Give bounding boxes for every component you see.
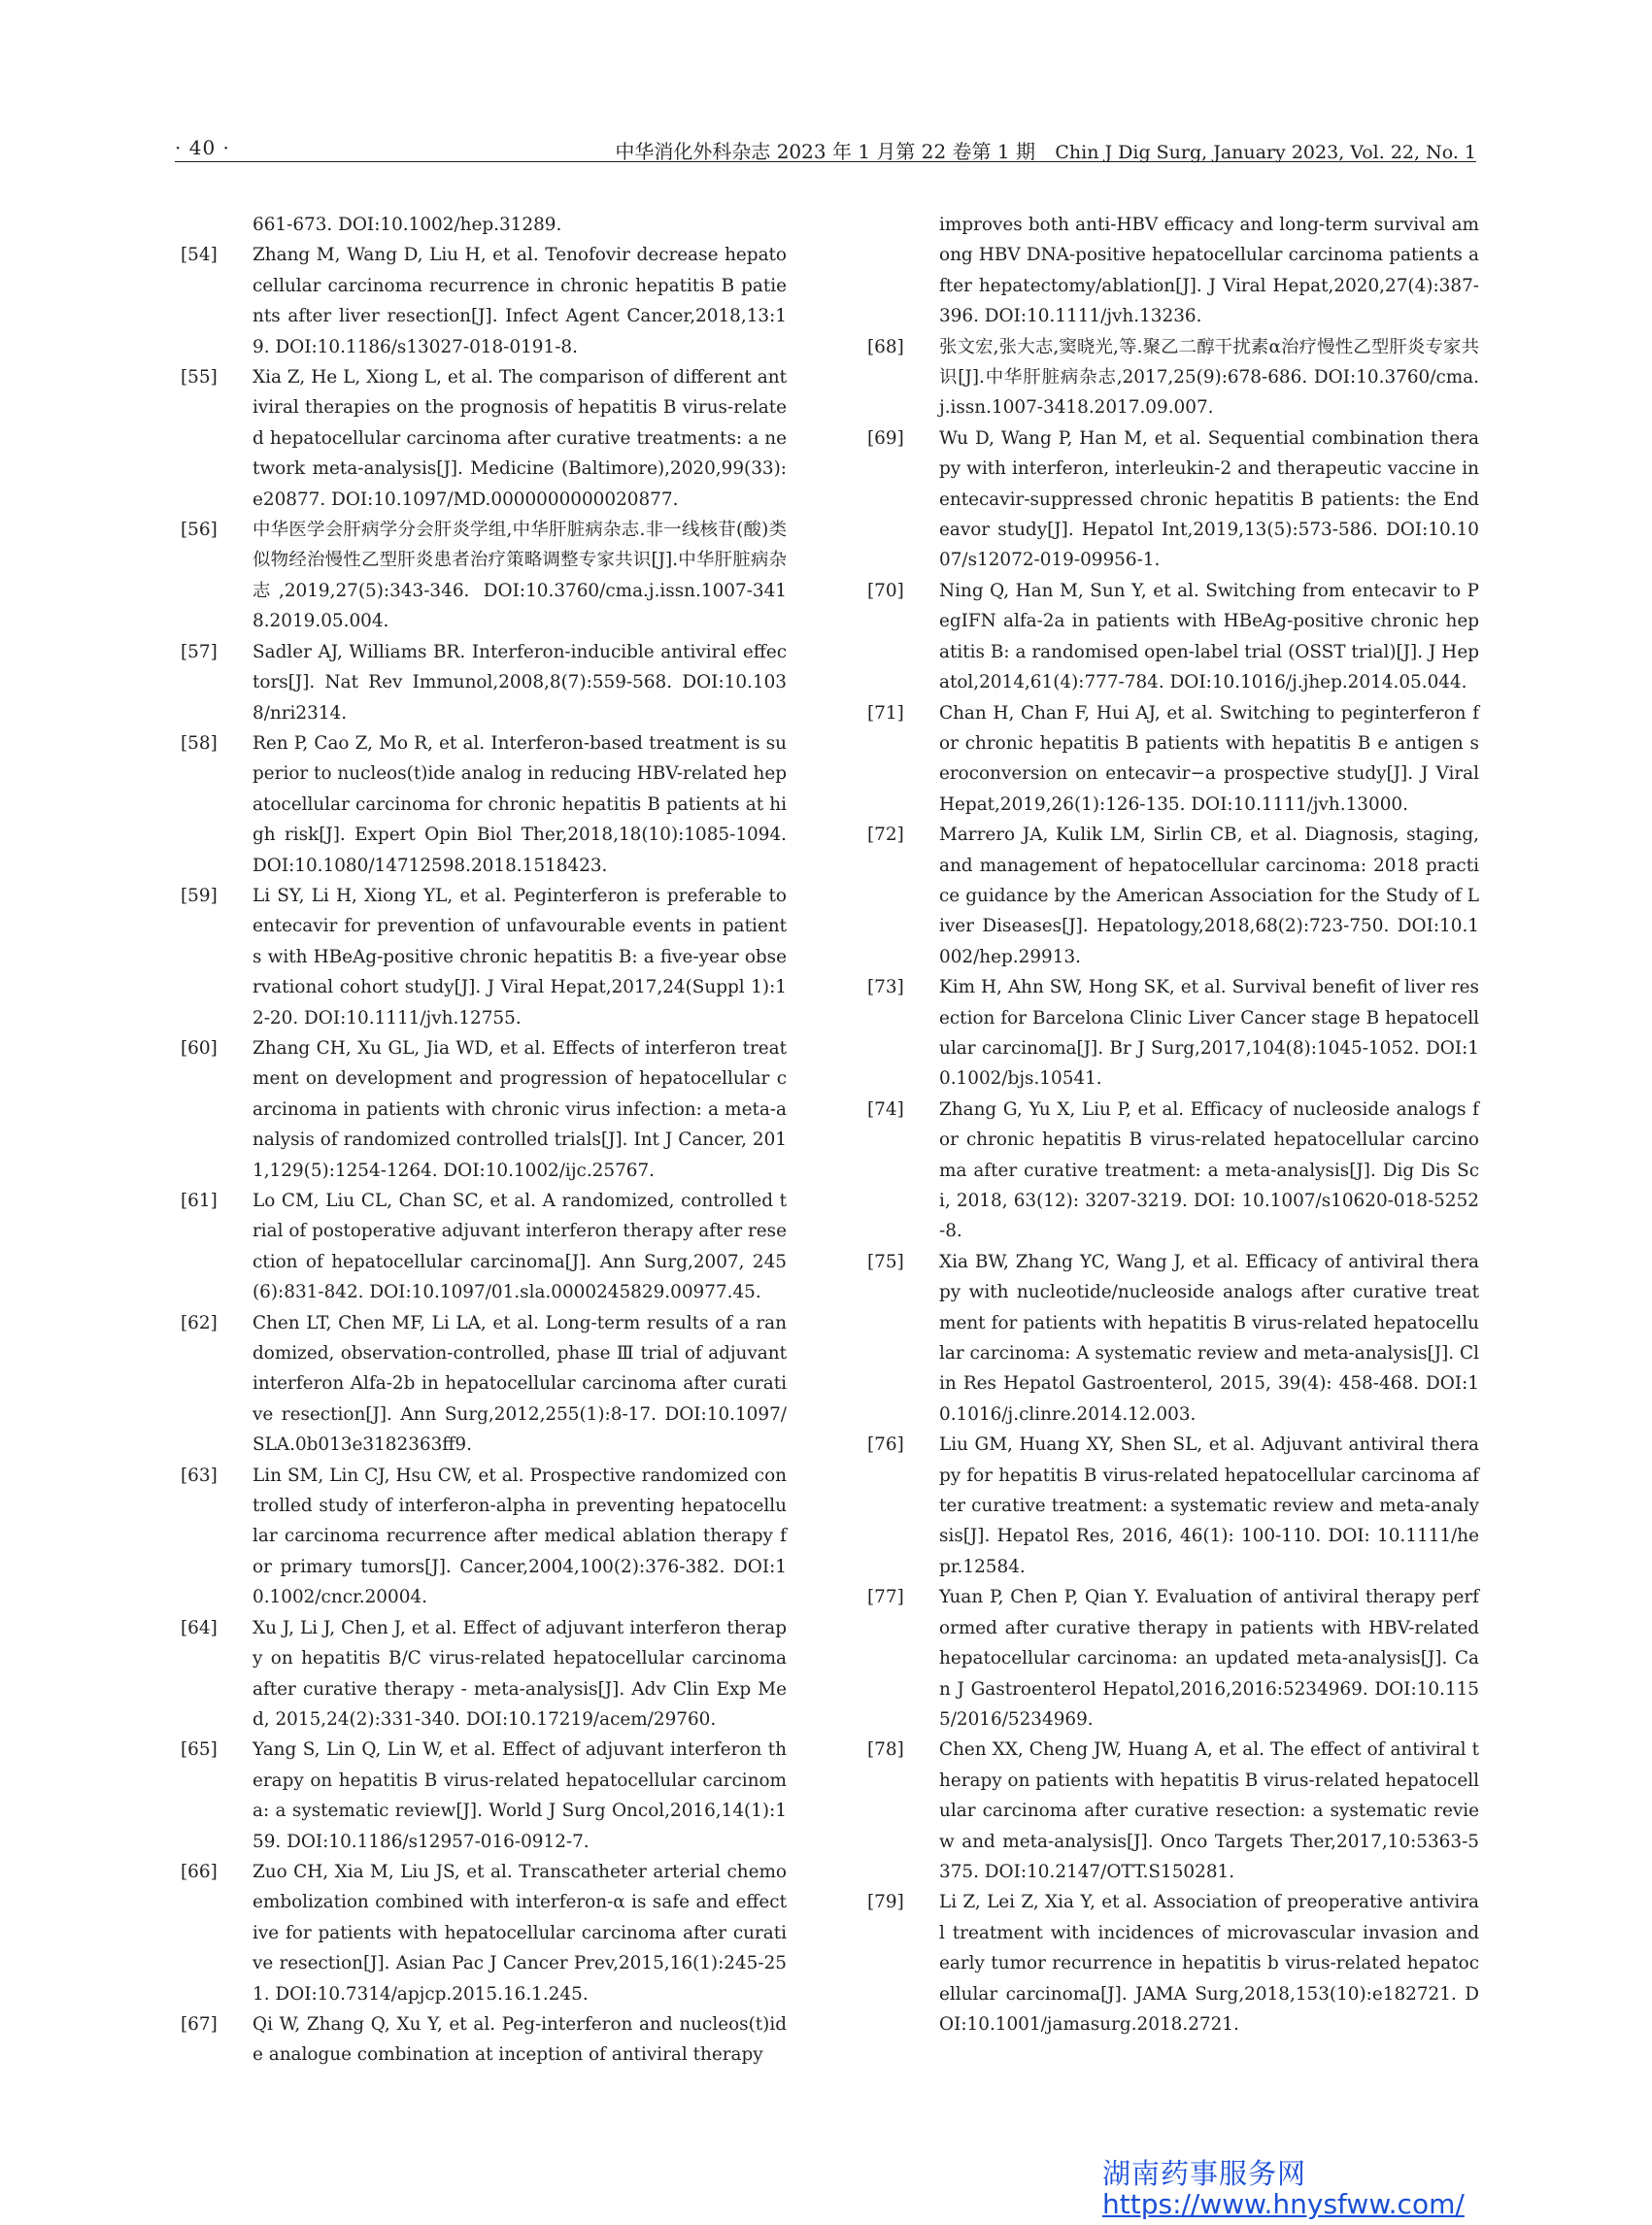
- reference-text: 661-673. DOI:10.1002/hep.31289.: [253, 215, 562, 235]
- reference-entry: [181, 1461, 787, 1613]
- reference-text: Marrero JA, Kulik LM, Sirlin CB, et al. Diagnosis, staging, and management of hepatocellular carcinoma: 2018 practice guidance by the American Association for the Study of Liver Diseases[J]. Hepatology,2018,68(2):723-750. DOI:10.1002/hep.29913.: [939, 825, 1479, 967]
- reference-text: Xia BW, Zhang YC, Wang J, et al. Efficacy of antiviral therapy with nucleotide/nucleoside analogs after curative treatment for patients with hepatitis B virus-related hepatocellular carcinoma: A systematic review and meta-analysis[J]. Clin Res Hepatol Gastroenterol, 2015, 39(4): 458-468. DOI:10.1016/j.clinre.2014.12.003.: [939, 1251, 1479, 1425]
- reference-number: [75]: [867, 1251, 904, 1272]
- journal-title-en: Chin J Dig Surg, January 2023, Vol. 22, No. 1: [1055, 142, 1476, 163]
- journal-title-cn: 中华消化外科杂志 2023 年 1 月第 22 卷第 1 期: [615, 140, 1035, 163]
- reference-number: [56]: [181, 520, 218, 541]
- reference-text: Kim H, Ahn SW, Hong SK, et al. Survival benefit of liver resection for Barcelona Clinic Liver Cancer stage B hepatocellular carcinoma[J]. Br J Surg,2017,104(8):1045-1052. DOI:10.1002/bjs.10541.: [939, 977, 1479, 1090]
- reference-text: Ning Q, Han M, Sun Y, et al. Switching from entecavir to PegIFN alfa-2a in patients with HBeAg-positive chronic hepatitis B: a randomised open-label trial (OSST trial)[J]. J Hepatol,2014,61(4):777-784. DOI:10.1016/j.jhep.2014.05.044.: [939, 580, 1479, 693]
- watermark: [1102, 2158, 1465, 2220]
- reference-text: Wu D, Wang P, Han M, et al. Sequential combination therapy with interferon, interleukin-2 and therapeutic vaccine in entecavir-suppressed chronic hepatitis B patients: the Endeavor study[J]. Hepatol Int,2019,13(5):573-586. DOI:10.1007/s12072-019-09956-1.: [939, 427, 1479, 571]
- reference-number: [55]: [181, 367, 218, 388]
- reference-number: [70]: [867, 580, 904, 601]
- references-right-column: [867, 210, 1479, 2040]
- reference-number: [73]: [867, 977, 904, 998]
- reference-text: Xu J, Li J, Chen J, et al. Effect of adjuvant interferon therapy on hepatitis B/C virus-related hepatocellular carcinoma after curative therapy - meta-analysis[J]. Adv Clin Exp Med, 2015,24(2):331-340. DOI:10.17219/acem/29760.: [253, 1617, 787, 1730]
- reference-number: [78]: [867, 1739, 904, 1761]
- reference-number: [68]: [867, 336, 904, 357]
- reference-entry: [867, 1887, 1479, 2040]
- page-number: · 40 ·: [175, 136, 230, 159]
- reference-text: Liu GM, Huang XY, Shen SL, et al. Adjuvant antiviral therapy for hepatitis B virus-related hepatocellular carcinoma after curative treatment: a systematic review and meta-analysis[J]. Hepatol Res, 2016, 46(1): 100-110. DOI: 10.1111/hepr.12584.: [939, 1434, 1479, 1577]
- reference-text: improves both anti-HBV efficacy and long-term survival among HBV DNA-positive hepatocellular carcinoma patients after hepatectomy/ablation[J]. J Viral Hepat,2020,27(4):387-396. DOI:10.1111/jvh.13236.: [939, 215, 1479, 327]
- reference-number: [57]: [181, 641, 218, 662]
- reference-entry: [181, 1186, 787, 1308]
- reference-text: Lo CM, Liu CL, Chan SC, et al. A randomized, controlled trial of postoperative adjuvant interferon therapy after resection of hepatocellular carcinoma[J]. Ann Surg,2007, 245(6):831-842. DOI:10.1097/01.sla.0000245829.00977.45.: [253, 1191, 787, 1303]
- reference-text: Zuo CH, Xia M, Liu JS, et al. Transcatheter arterial chemoembolization combined with interferon-α is safe and effective for patients with hepatocellular carcinoma after curative resection[J]. Asian Pac J Cancer Prev,2015,16(1):245-251. DOI:10.7314/apjcp.2015.16.1.245.: [253, 1861, 787, 2005]
- reference-text: Zhang M, Wang D, Liu H, et al. Tenofovir decrease hepatocellular carcinoma recurrence in chronic hepatitis B patients after liver resection[J]. Infect Agent Cancer,2018,13:19. DOI:10.1186/s13027-018-0191-8.: [253, 245, 787, 357]
- reference-entry: [867, 820, 1479, 972]
- reference-number: [69]: [867, 427, 904, 449]
- watermark-url[interactable]: https://www.hnysfww.com/: [1102, 2188, 1465, 2220]
- reference-entry: [867, 1582, 1479, 1735]
- reference-text: 中华医学会肝病学分会肝炎学组,中华肝脏病杂志.非一线核苷(酸)类似物经治慢性乙型肝炎患者治疗策略调整专家共识[J].中华肝脏病杂志,2019,27(5):343-346. DOI:10.3760/cma.j.issn.1007-3418.2019.05.004.: [253, 520, 787, 632]
- reference-entry: [181, 1613, 787, 1736]
- reference-entry: [867, 576, 1479, 698]
- watermark-title: 湖南药事服务网: [1102, 2157, 1307, 2190]
- reference-text: Sadler AJ, Williams BR. Interferon-inducible antiviral effectors[J]. Nat Rev Immunol,2008,8(7):559-568. DOI:10.1038/nri2314.: [253, 641, 787, 724]
- reference-text: Chen XX, Cheng JW, Huang A, et al. The effect of antiviral therapy on patients with hepatitis B virus-related hepatocellular carcinoma after curative resection: a systematic review and meta-analysis[J]. Onco Targets Ther,2017,10:5363-5375. DOI:10.2147/OTT.S150281.: [939, 1739, 1479, 1882]
- reference-text: Chen LT, Chen MF, Li LA, et al. Long-term results of a randomized, observation-controlled, phase Ⅲ trial of adjuvant interferon Alfa-2b in hepatocellular carcinoma after curative resection[J]. Ann Surg,2012,255(1):8-17. DOI:10.1097/SLA.0b013e3182363ff9.: [253, 1312, 787, 1456]
- reference-number: [61]: [181, 1191, 218, 1211]
- reference-number: [65]: [181, 1739, 218, 1761]
- reference-number: [67]: [181, 2013, 218, 2035]
- reference-continuation: [181, 210, 787, 240]
- reference-entry: [867, 332, 1479, 423]
- reference-text: Chan H, Chan F, Hui AJ, et al. Switching to peginterferon for chronic hepatitis B patients with hepatitis B e antigen seroconversion on entecavir−a prospective study[J]. J Viral Hepat,2019,26(1):126-135. DOI:10.1111/jvh.13000.: [939, 702, 1479, 815]
- reference-number: [54]: [181, 245, 218, 266]
- reference-number: [60]: [181, 1037, 218, 1059]
- reference-entry: [181, 1033, 787, 1186]
- reference-number: [77]: [867, 1587, 904, 1608]
- reference-text: Lin SM, Lin CJ, Hsu CW, et al. Prospective randomized controlled study of interferon-alpha in preventing hepatocellular carcinoma recurrence after medical ablation therapy for primary tumors[J]. Cancer,2004,100(2):376-382. DOI:10.1002/cncr.20004.: [253, 1465, 787, 1608]
- reference-text: Zhang CH, Xu GL, Jia WD, et al. Effects of interferon treatment on development and progression of hepatocellular carcinoma in patients with chronic virus infection: a meta-analysis of randomized controlled trials[J]. Int J Cancer, 2011,129(5):1254-1264. DOI:10.1002/ijc.25767.: [253, 1037, 787, 1181]
- reference-number: [66]: [181, 1861, 218, 1882]
- reference-text: Li Z, Lei Z, Xia Y, et al. Association of preoperative antiviral treatment with incidences of microvascular invasion and early tumor recurrence in hepatitis b virus-related hepatocellular carcinoma[J]. JAMA Surg,2018,153(10):e182721. DOI:10.1001/jamasurg.2018.2721.: [939, 1892, 1479, 2035]
- reference-entry: [181, 1735, 787, 1857]
- reference-entry: [181, 881, 787, 1033]
- reference-text: Li SY, Li H, Xiong YL, et al. Peginterferon is preferable to entecavir for prevention of unfavourable events in patients with HBeAg-positive chronic hepatitis B: a five-year observational cohort study[J]. J Viral Hepat,2017,24(Suppl 1):12-20. DOI:10.1111/jvh.12755.: [253, 885, 787, 1028]
- reference-entry: [181, 1308, 787, 1461]
- running-head: [615, 136, 1476, 164]
- reference-continuation: [867, 210, 1479, 332]
- reference-number: [74]: [867, 1098, 904, 1120]
- reference-text: Zhang G, Yu X, Liu P, et al. Efficacy of nucleoside analogs for chronic hepatitis B virus-related hepatocellular carcinoma after curative treatment: a meta-analysis[J]. Dig Dis Sci, 2018, 63(12): 3207-3219. DOI: 10.1007/s10620-018-5252-8.: [939, 1098, 1479, 1242]
- reference-entry: [181, 728, 787, 881]
- reference-entry: [867, 1247, 1479, 1430]
- page-header: [175, 132, 1476, 162]
- reference-text: Yuan P, Chen P, Qian Y. Evaluation of antiviral therapy performed after curative therapy in patients with HBV-related hepatocellular carcinoma: an updated meta-analysis[J]. Can J Gastroenterol Hepatol,2016,2016:5234969. DOI:10.1155/2016/5234969.: [939, 1587, 1479, 1730]
- reference-text: Qi W, Zhang Q, Xu Y, et al. Peg-interferon and nucleos(t)ide analogue combination at inception of antiviral therapy: [253, 2013, 787, 2066]
- reference-text: Ren P, Cao Z, Mo R, et al. Interferon-based treatment is superior to nucleos(t)ide analog in reducing HBV-related hepatocellular carcinoma for chronic hepatitis B patients at high risk[J]. Expert Opin Biol Ther,2018,18(10):1085-1094. DOI:10.1080/14712598.2018.1518423.: [253, 732, 787, 876]
- reference-entry: [867, 972, 1479, 1095]
- reference-number: [71]: [867, 702, 904, 724]
- reference-number: [58]: [181, 732, 218, 754]
- reference-number: [63]: [181, 1465, 218, 1486]
- reference-entry: [867, 1430, 1479, 1582]
- reference-entry: [867, 1095, 1479, 1247]
- reference-number: [62]: [181, 1312, 218, 1333]
- reference-entry: [867, 1735, 1479, 1887]
- reference-text: Yang S, Lin Q, Lin W, et al. Effect of adjuvant interferon therapy on hepatitis B virus-related hepatocellular carcinoma: a systematic review[J]. World J Surg Oncol,2016,14(1):159. DOI:10.1186/s12957-016-0912-7.: [253, 1739, 787, 1852]
- reference-entry: [181, 515, 787, 637]
- reference-text: Xia Z, He L, Xiong L, et al. The comparison of different antiviral therapies on the prognosis of hepatitis B virus-related hepatocellular carcinoma after curative treatments: a network meta-analysis[J]. Medicine (Baltimore),2020,99(33):e20877. DOI:10.1097/MD.0000000000020877.: [253, 367, 787, 510]
- reference-entry: [867, 423, 1479, 576]
- reference-text: 张文宏,张大志,窦晓光,等.聚乙二醇干扰素α治疗慢性乙型肝炎专家共识[J].中华肝脏病杂志,2017,25(9):678-686. DOI:10.3760/cma.j.issn.1007-3418.2017.09.007.: [939, 336, 1479, 419]
- reference-entry: [181, 362, 787, 515]
- reference-number: [76]: [867, 1434, 904, 1456]
- reference-entry: [181, 2009, 787, 2071]
- reference-entry: [181, 637, 787, 728]
- reference-number: [79]: [867, 1892, 904, 1913]
- reference-number: [59]: [181, 885, 218, 906]
- reference-number: [72]: [867, 825, 904, 846]
- reference-entry: [181, 1857, 787, 2009]
- references-left-column: [181, 210, 787, 2071]
- reference-number: [64]: [181, 1617, 218, 1638]
- reference-entry: [867, 698, 1479, 821]
- reference-entry: [181, 240, 787, 362]
